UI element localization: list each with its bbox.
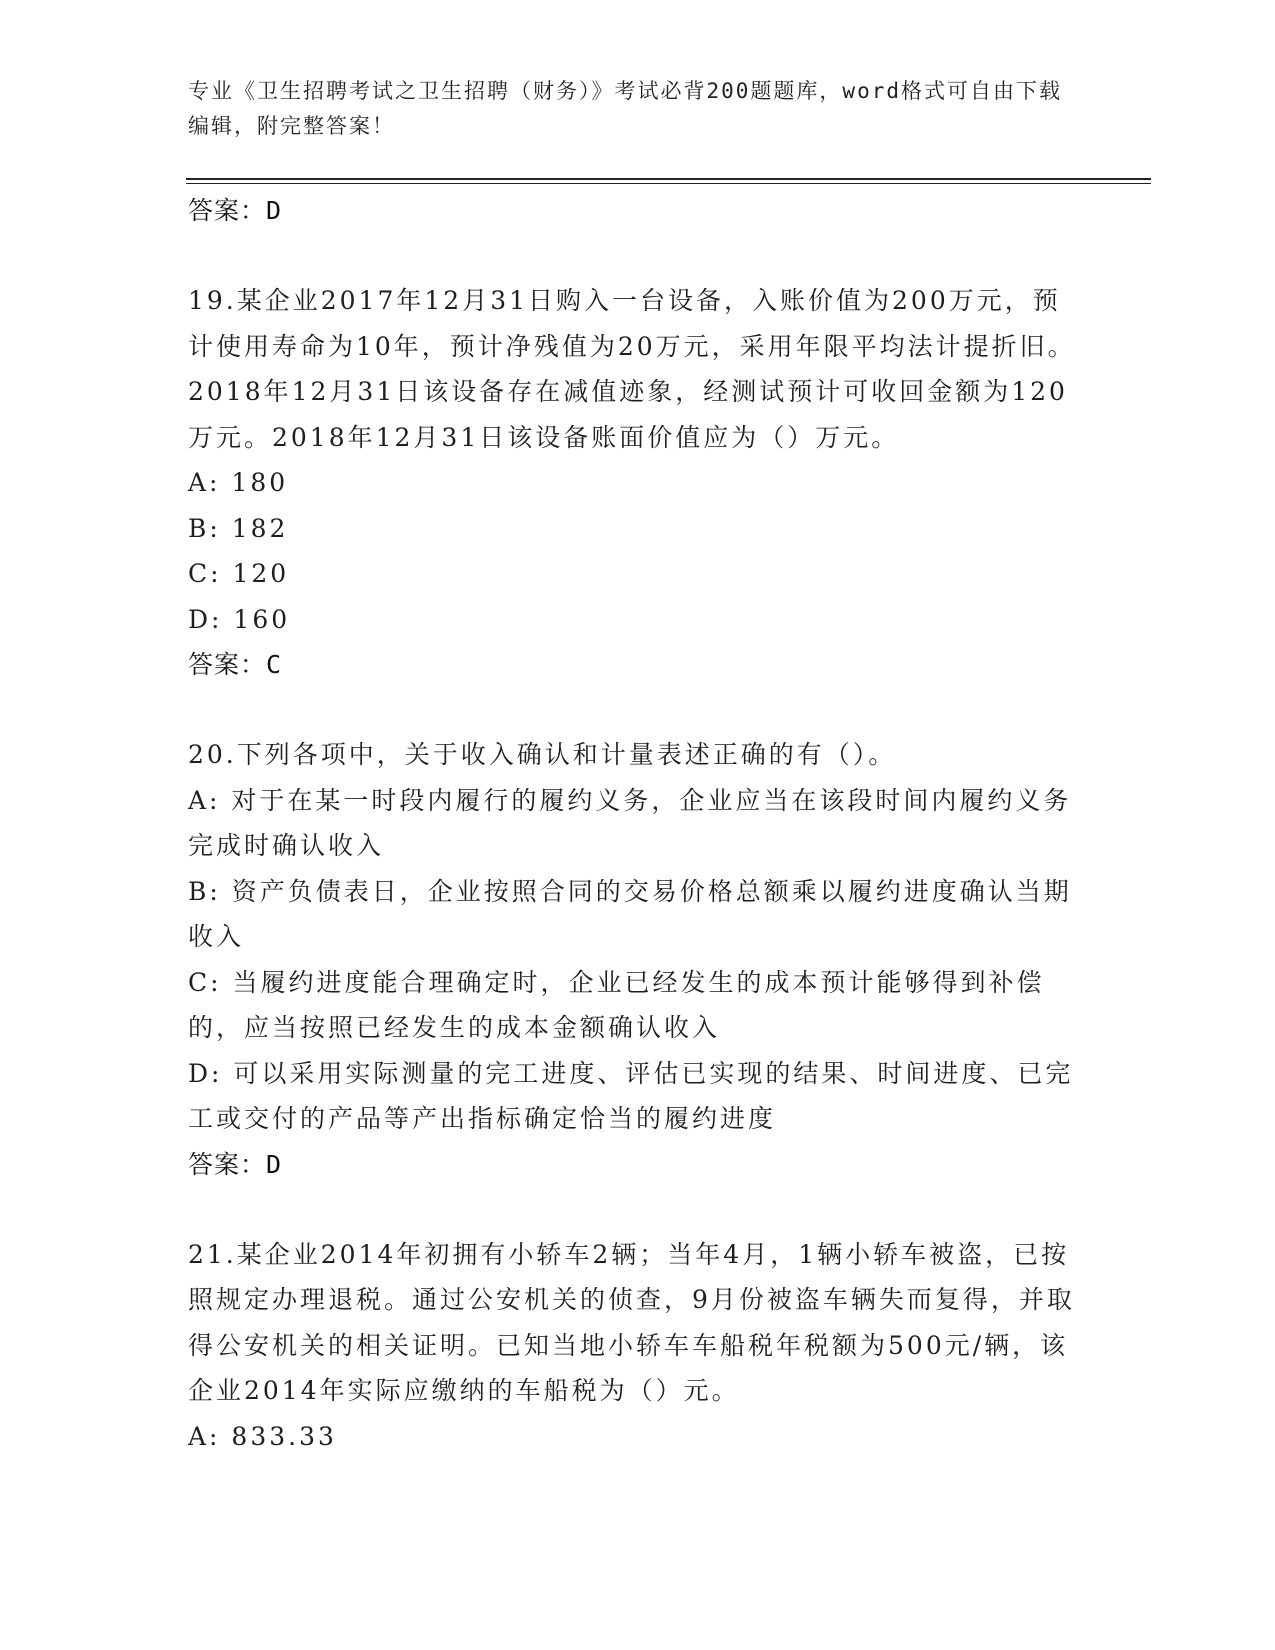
option-b: B: 资产负债表日，企业按照合同的交易价格总额乘以履约进度确认当期收入 — [188, 876, 1072, 951]
question-21 — [188, 1232, 1088, 1460]
header-title: 专业《卫生招聘考试之卫生招聘（财务）》考试必背200题题库，word格式可自由下载编辑，附完整答案！ — [188, 79, 1062, 138]
option-c: C: 120 — [188, 559, 290, 588]
header-divider-thick — [186, 178, 1151, 180]
question-19 — [188, 278, 1088, 688]
option-d: D: 160 — [188, 604, 291, 634]
question-20 — [188, 732, 1088, 1188]
question-text: 21.某企业2014年初拥有小轿车2辆；当年4月，1辆小轿车被盗，已按照规定办理退税。通过公安机关的侦查，9月份被盗车辆失而复得，并取得公安机关的相关证明。已知当地小轿车车船税年税额为500元/辆，该企业2014年实际应缴纳的车船税为（）元。 — [188, 1239, 1075, 1405]
answer: 答案：C — [188, 650, 283, 679]
option-a: A: 833.33 — [188, 1421, 337, 1451]
previous-answer: 答案：D — [188, 196, 283, 225]
option-b: B: 182 — [188, 513, 289, 543]
option-c: C: 当履约进度能合理确定时，企业已经发生的成本预计能够得到补偿的，应当按照已经发生的成本金额确认收入 — [188, 967, 1045, 1042]
question-text: 20.下列各项中，关于收入确认和计量表述正确的有（）。 — [188, 740, 897, 769]
option-d: D: 可以采用实际测量的完工进度、评估已实现的结果、时间进度、已完工或交付的产品等产出指标确定恰当的履约进度 — [188, 1058, 1074, 1133]
answer: 答案：D — [188, 1149, 283, 1179]
document-header — [188, 74, 1068, 144]
header-divider-thin — [186, 183, 1151, 184]
question-text: 19.某企业2017年12月31日购入一台设备，入账价值为200万元，预计使用寿命为10年，预计净残值为20万元，采用年限平均法计提折旧。2018年12月31日该设备存在减值迹象，经测试预计可收回金额为120万元。2018年12月31日该设备账面价值应为（）万元。 — [188, 286, 1076, 452]
option-a: A: 对于在某一时段内履行的履约义务，企业应当在该段时间内履约义务完成时确认收入 — [188, 785, 1072, 860]
document-body — [188, 188, 1088, 1459]
option-a: A: 180 — [188, 468, 289, 497]
